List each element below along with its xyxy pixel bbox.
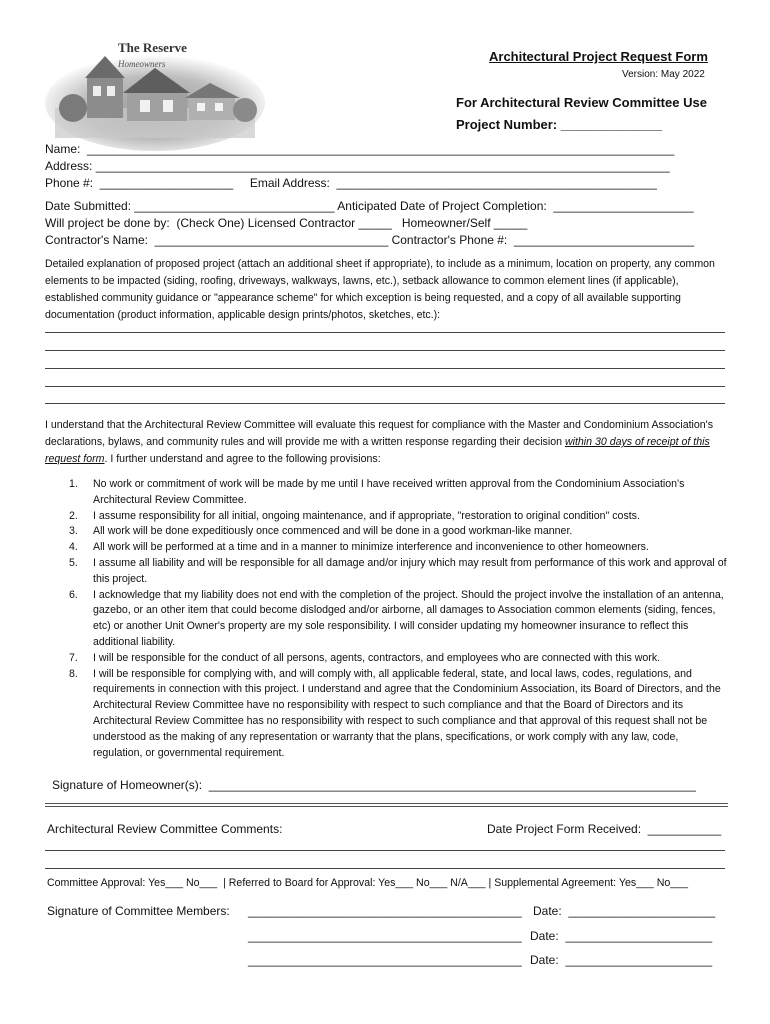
name-field[interactable]: Name: ________________________________________________________________________________________	[45, 142, 675, 156]
homeowner-signature-field[interactable]: Signature of Homeowner(s): _________________________________________________________________________	[52, 778, 696, 792]
list-item: 3. All work will be done expeditiously once commenced and will be done in a good workman-like manner.	[69, 525, 573, 538]
list-item: 2. I assume responsibility for all initial, ongoing maintenance, and if appropriate, "restoration to original condition" costs.	[69, 509, 640, 522]
done-by-field[interactable]: Will project be done by: (Check One) Licensed Contractor _____ Homeowner/Self _____	[45, 216, 528, 230]
explanation-line[interactable]	[45, 368, 725, 369]
comments-line[interactable]	[45, 868, 725, 869]
committee-date-field[interactable]: Date: ______________________	[530, 929, 713, 943]
deadline-emphasis: within 30 days of receipt of this request form	[45, 436, 710, 465]
address-field[interactable]: Address: ______________________________________________________________________________________	[45, 159, 670, 173]
comments-line[interactable]	[45, 850, 725, 851]
committee-use-heading: For Architectural Review Committee Use	[456, 95, 707, 110]
committee-approval-line[interactable]: Committee Approval: Yes___ No___ | Referred to Board for Approval: Yes___ No___ N/A___ | Supplemental Agreement: Yes___ No___	[47, 877, 688, 889]
committee-date-field[interactable]: Date: ______________________	[533, 904, 716, 918]
list-item: 6. I acknowledge that my liability does not end with the completion of the project. Should the project involve the installation of an antenna, gazebo, or an other item that could become dislodged and/or airborne, all damages to Association common elements (siding, fences, etc) or another Unit Owner's property are my sole responsibility. I will consider updating my homeowner insurance to reflect this additional liability.	[69, 588, 724, 648]
list-item: 1. No work or commitment of work will be made by me until I have received written approval from the Condominium Association's Architectural Review Committee.	[69, 478, 685, 506]
committee-signature-field[interactable]: _________________________________________	[248, 904, 522, 918]
list-item: 4. All work will be performed at a time and in a manner to minimize interference and inconvenience to other homeowners.	[69, 541, 649, 554]
contractor-field[interactable]: Contractor's Name: ___________________________________ Contractor's Phone #: ___________________________	[45, 233, 695, 247]
date-submitted-field[interactable]: Date Submitted: ______________________________ Anticipated Date of Project Completion: _____________________	[45, 199, 694, 213]
phone-email-field[interactable]: Phone #: ____________________ Email Address: ________________________________________________	[45, 176, 657, 190]
logo-text: The Reserve Homeowners	[118, 40, 187, 69]
version-label: Version: May 2022	[622, 69, 705, 80]
list-item: 7. I will be responsible for the conduct of all persons, agents, contractors, and employees who are connected with this work.	[69, 651, 661, 664]
explanation-text: Detailed explanation of proposed project (attach an additional sheet if appropriate), to include as a minimum, location on property, any common elements to be impacted (siding, roofing, driveways, walkways, lawns, etc.), setback allowance to common element lines (if applicable), established community guidance or "appearance scheme" for which exception is being requested, and a copy of all available supporting documentation (product information, applicable design prints/photos, sketches, etc.):	[45, 258, 715, 321]
committee-comments-label: Architectural Review Committee Comments:	[47, 822, 283, 836]
explanation-line[interactable]	[45, 386, 725, 387]
committee-date-field[interactable]: Date: ______________________	[530, 953, 713, 967]
committee-signature-field[interactable]: _________________________________________	[248, 953, 522, 967]
committee-members-label: Signature of Committee Members:	[47, 904, 230, 918]
committee-signature-field[interactable]: _________________________________________	[248, 929, 522, 943]
form-title: Architectural Project Request Form	[489, 49, 708, 64]
explanation-line[interactable]	[45, 350, 725, 351]
explanation-line[interactable]	[45, 403, 725, 404]
list-item: 5. I assume all liability and will be responsible for all damage and/or injury which may result from performance of this work and approval of this project.	[69, 556, 727, 585]
understanding-paragraph: I understand that the Architectural Review Committee will evaluate this request for compliance with the Master and Condominium Association's declarations, bylaws, and community rules and will provide me with a written response regarding their decision within 30 days of receipt of this request form. I further understand and agree to the following provisions:	[45, 419, 713, 465]
explanation-line[interactable]	[45, 332, 725, 333]
list-item: 8. I will be responsible for complying with, and will comply with, all applicable federal, state, and local laws, codes, regulations, and requirements in connection with this project. I understand and agree that the Condominium Association, its Board of Directors, and the Architectural Review Committee have no responsibility with respect to such compliance and that the Board of Directors and its Architectural Review Committee has no responsibility with respect to such compliance and that approval of this request shall not be understood as the making of any representation or warranty that the plans, specifications, or work comply with any law, code, regulation, or governmental requirement.	[69, 667, 721, 759]
provisions-list	[45, 477, 730, 761]
date-received-field[interactable]: Date Project Form Received: ___________	[487, 822, 722, 836]
section-divider	[45, 803, 728, 807]
project-number-field[interactable]: Project Number: ______________	[456, 117, 662, 132]
